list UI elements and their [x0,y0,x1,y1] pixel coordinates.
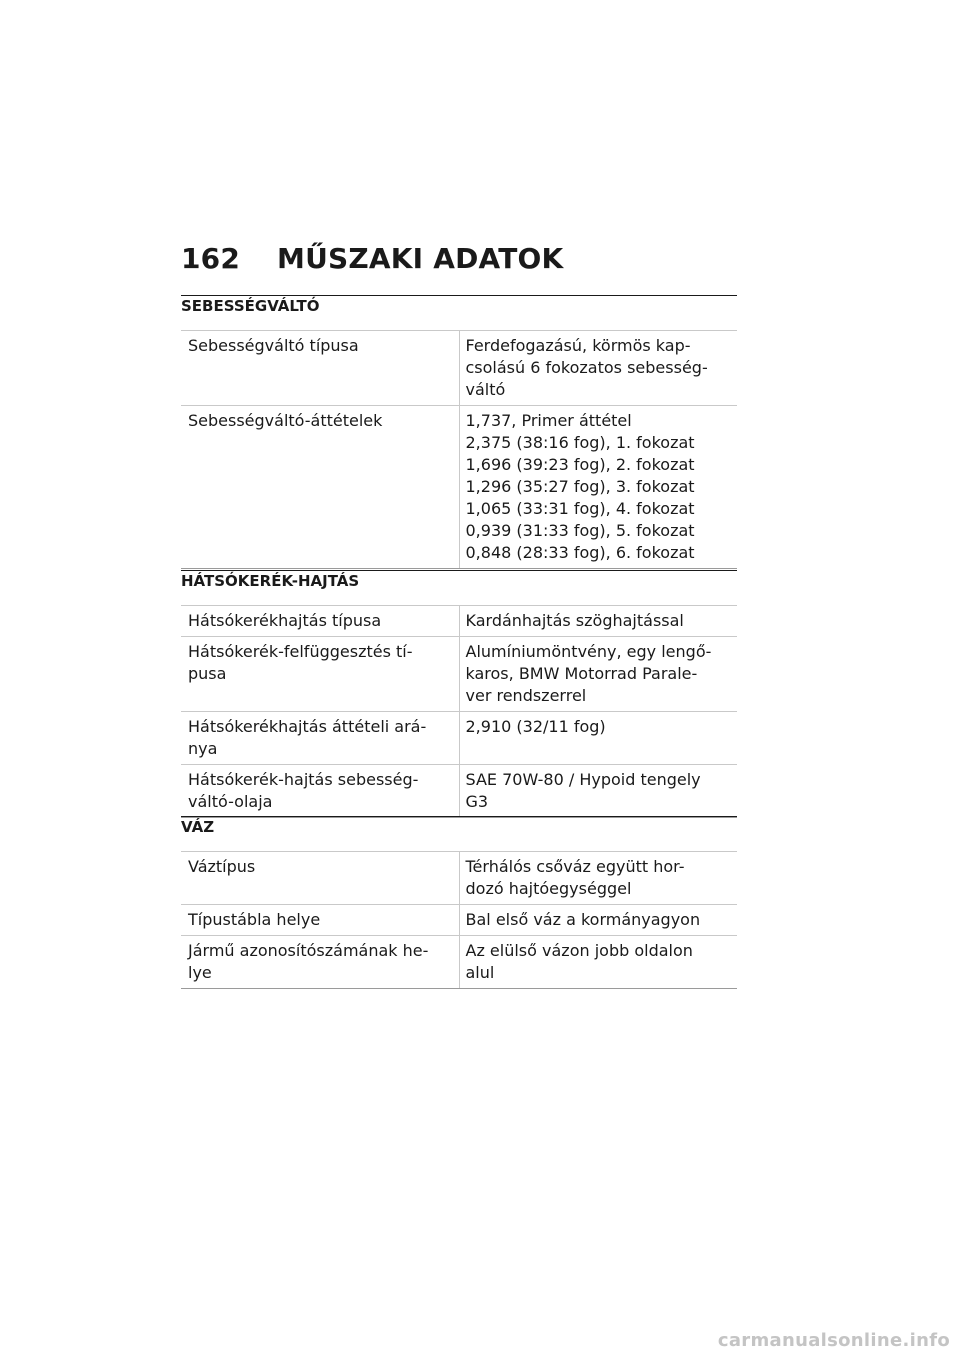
spec-label: Sebességváltó-áttételek [181,406,459,569]
spec-value: Bal első váz a kormányagyon [459,905,737,936]
spec-label: Váztípus [181,852,459,905]
spec-value: Kardánhajtás szöghajtással [459,606,737,637]
spec-value: Ferdefogazású, körmös kap- csolású 6 fokozatos sebesség- váltó [459,331,737,406]
table-row [181,765,737,818]
spec-label: Jármű azonosítószámának he- lye [181,936,459,989]
section-sebessegvalto [181,295,737,569]
section-title: HÁTSÓKERÉK-HAJTÁS [181,572,360,590]
spec-table [181,851,737,989]
spec-label: Hátsókerék-felfüggesztés tí- pusa [181,637,459,712]
spec-value: 2,910 (32/11 fog) [459,712,737,765]
section-hatsokerek-hajtas [181,570,737,818]
section-title: VÁZ [181,818,215,836]
page-header [181,242,563,275]
spec-label: Típustábla helye [181,905,459,936]
spec-value: Alumíniumöntvény, egy lengő- karos, BMW Motorrad Parale- ver rendszerrel [459,637,737,712]
page-number: 162 [181,242,241,275]
table-row [181,936,737,989]
spec-table [181,605,737,818]
spec-table [181,330,737,569]
spec-label: Hátsókerékhajtás típusa [181,606,459,637]
spec-value: Az elülső vázon jobb oldalon alul [459,936,737,989]
page-title: MŰSZAKI ADATOK [277,242,564,275]
table-row [181,712,737,765]
spec-label: Sebességváltó típusa [181,331,459,406]
section-title: SEBESSÉGVÁLTÓ [181,297,320,315]
spec-value: Térhálós csőváz együtt hor- dozó hajtóegységgel [459,852,737,905]
table-row [181,905,737,936]
spec-value: SAE 70W-80 / Hypoid tengely G3 [459,765,737,818]
spec-label: Hátsókerékhajtás áttételi ará- nya [181,712,459,765]
spec-label: Hátsókerék-hajtás sebesség- váltó-olaja [181,765,459,818]
watermark[interactable]: carmanualsonline.info [717,1330,950,1351]
table-row [181,331,737,406]
table-row [181,852,737,905]
table-row [181,406,737,569]
table-row [181,606,737,637]
section-vaz [181,816,737,989]
table-row [181,637,737,712]
spec-value: 1,737, Primer áttétel 2,375 (38:16 fog), 1. fokozat 1,696 (39:23 fog), 2. fokozat 1,296 (35:27 fog), 3. fokozat 1,065 (33:31 fog), 4. fokozat 0,939 (31:33 fog), 5. fokozat 0,848 (28:33 fog), 6. fokozat [459,406,737,569]
